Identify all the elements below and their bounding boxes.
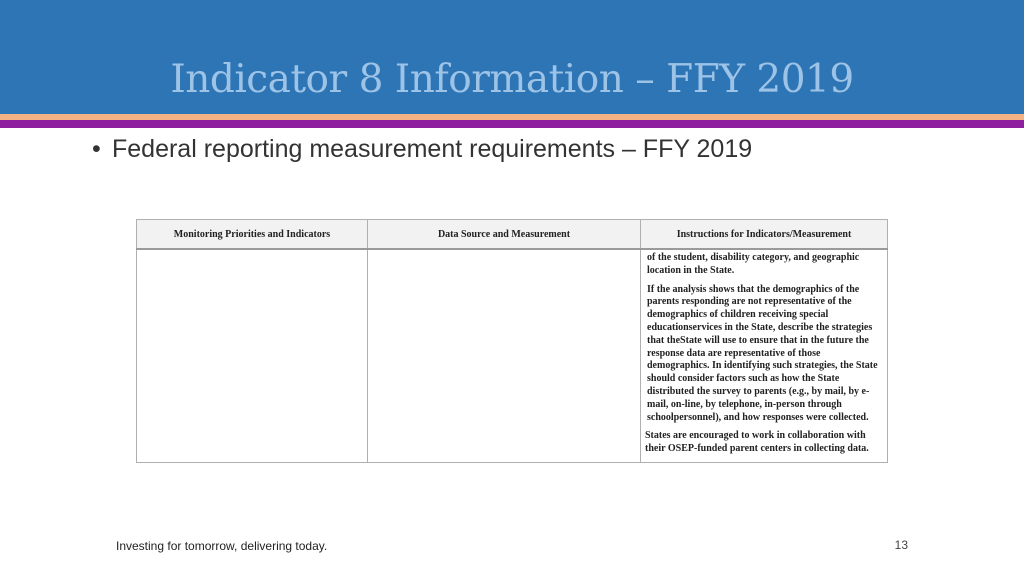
table-cell xyxy=(137,249,368,463)
column-header: Monitoring Priorities and Indicators xyxy=(137,220,368,250)
instruction-paragraph: If the analysis shows that the demographics of the parents responding are not representative of the demographics of children receiving special educationservices in the State, describe the strategies that theState will use to ensure that in the future the response data are representative of those demographics. In identifying such strategies, the State should consider factors such as how the State distributed the survey to parents (e.g., by mail, by e- mail, on-line, by telephone, in-person through schoolpersonnel), and how responses were collected. xyxy=(647,283,878,423)
bullet-dot-icon: • xyxy=(92,135,101,163)
instruction-paragraph: States are encouraged to work in collaboration with their OSEP-funded parent centers in collecting data. xyxy=(645,430,869,455)
table-cell xyxy=(368,249,641,463)
table-row xyxy=(137,249,888,463)
bullet-item xyxy=(92,132,752,166)
column-header: Data Source and Measurement xyxy=(368,220,641,250)
column-header: Instructions for Indicators/Measurement xyxy=(641,220,888,250)
accent-stripe-purple xyxy=(0,120,1024,128)
instruction-paragraph: of the student, disability category, and geographic location in the State. xyxy=(647,252,860,276)
table-header-row xyxy=(137,220,888,250)
page-number: 13 xyxy=(894,538,908,552)
measurement-table xyxy=(136,219,888,463)
bullet-text: Federal reporting measurement requirements – FFY 2019 xyxy=(112,135,753,163)
slide-title: Indicator 8 Information – FFY 2019 xyxy=(170,57,854,102)
instructions-cell xyxy=(641,249,888,463)
footer-tagline: Investing for tomorrow, delivering today. xyxy=(116,539,328,553)
